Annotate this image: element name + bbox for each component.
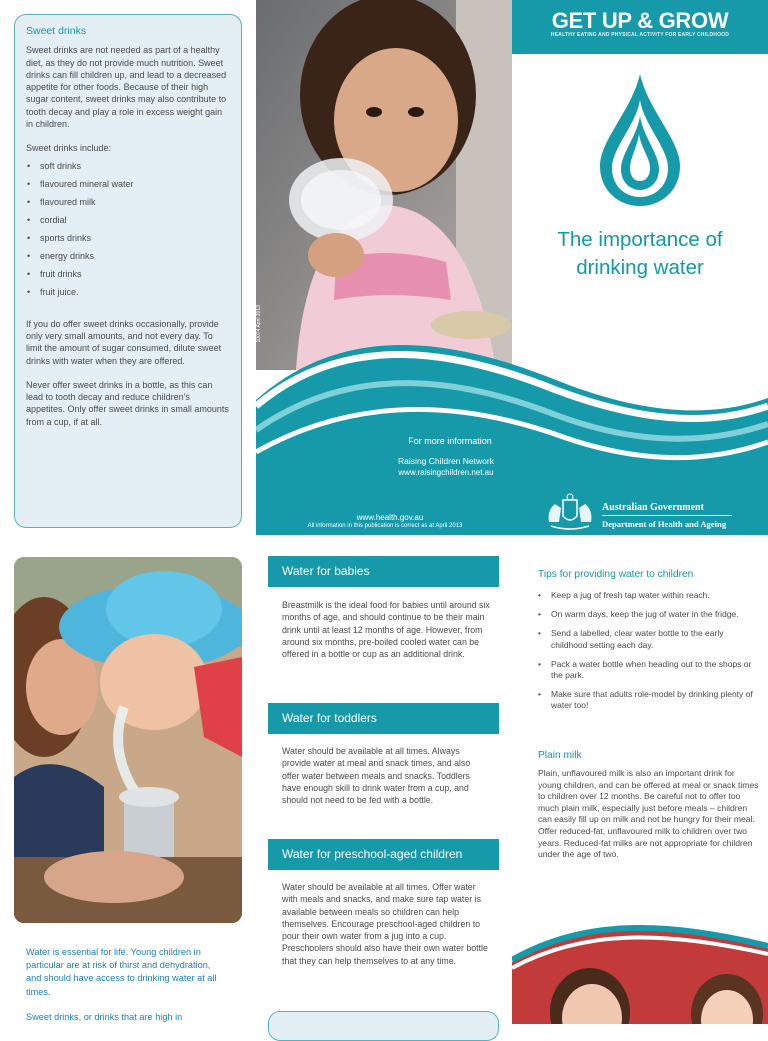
cover-title xyxy=(530,226,750,282)
toddlers-text: Water should be available at all times. Always provide water at meal and snack times, and also offer water between meals and snacks. Toddlers have enough skill to drink water from a cup, and should not need to be fed with a bottle. xyxy=(282,746,471,806)
child-drinking-fountain-photo xyxy=(14,557,242,923)
girl-drinking-photo xyxy=(256,0,512,370)
sweet-drinks-intro: Sweet drinks are not needed as part of a healthy diet, as they do not provide much nutrition. Sweet drinks can fill children up, and lead to a decreased appetite for other foods. Because of their high sugar content, sweet drinks may also contribute to tooth decay and play a role in excess weight gain in children. xyxy=(26,45,227,130)
babies-heading-bar: Water for babies xyxy=(268,556,499,587)
water-drop-icon xyxy=(590,70,690,210)
sweet-drinks-heading: Sweet drinks xyxy=(26,25,87,37)
preschool-text: Water should be available at all times. Offer water with meals and snacks, and make sure tap water is available between meals so children can help themselves. Encourage preschool-aged children to pour their own water from a jug into a cup. Preschoolers should also have their own water bottle that they can help themselves to at any time. xyxy=(282,882,488,966)
plain-milk-text: Plain, unflavoured milk is also an important drink for young children, and can be offered at meal or snack times to children over 12 months. Be careful not to offer too much plain milk, especially just before meals – children can easily fill up on milk and not be hungry for their meal. Offer reduced-fat, unflavoured milk to children over two years. Reduced-fat milks are not appropriate for children under the age of two. xyxy=(538,768,759,860)
gov-url[interactable]: www.health.gov.au xyxy=(356,513,424,522)
preschool-heading-bar: Water for preschool-aged children xyxy=(268,839,499,870)
org-url[interactable]: www.raisingchildren.net.au xyxy=(398,468,494,477)
coat-of-arms-icon xyxy=(543,492,597,532)
gov-divider xyxy=(602,515,732,516)
list-item: • Keep a jug of fresh tap water within reach. xyxy=(538,590,758,601)
list-item: • fruit juice. xyxy=(26,285,230,303)
brand-tagline: HEALTHY EATING AND PHYSICAL ACTIVITY FOR EARLY CHILDHOOD xyxy=(550,32,730,38)
list-item: • Send a labelled, clear water bottle to the early childhood setting each day. xyxy=(538,628,758,650)
list-item: • fruit drinks xyxy=(26,267,230,285)
list-item: • soft drinks xyxy=(26,159,230,177)
sweet-drinks-bottle: Never offer sweet drinks in a bottle, as this can lead to tooth decay and reduce children's appetites. Only offer sweet drinks in small amounts from a cup, if at all. xyxy=(26,379,229,427)
gov-line1: Australian Government xyxy=(602,502,704,513)
kids-photo xyxy=(512,922,768,1024)
list-item: • cordial xyxy=(26,213,230,231)
list-item: • energy drinks xyxy=(26,249,230,267)
list-item: • On warm days, keep the jug of water in the fridge. xyxy=(538,609,758,620)
brand-title: GET UP & GROW xyxy=(551,8,729,33)
list-item: • Make sure that adults role-model by drinking plenty of water too! xyxy=(538,689,758,711)
list-item: • Pack a water bottle when heading out to the shops or the park. xyxy=(538,659,758,681)
next-panel-edge xyxy=(268,1011,499,1041)
sweet-drinks-list xyxy=(26,159,230,303)
tips-heading: Tips for providing water to children xyxy=(538,569,694,580)
sweet-drinks-panel xyxy=(14,14,242,528)
essential-para1: Water is essential for life. Young children in particular are at risk of thirst and dehydration, and should have access to drinking water at all times. xyxy=(26,947,217,997)
list-item: • flavoured milk xyxy=(26,195,230,213)
cover-title-line1: The importance of xyxy=(557,228,723,251)
print-code: 10074 April 2013 xyxy=(256,305,262,343)
org-name: Raising Children Network xyxy=(398,456,494,466)
correct-note: All information in this publication is correct as at April 2013 xyxy=(307,523,463,529)
plain-milk-heading: Plain milk xyxy=(538,750,582,761)
list-item: • sports drinks xyxy=(26,231,230,249)
sweet-drinks-occasional: If you do offer sweet drinks occasionally, provide only very small amounts, and not every day. To limit the amount of sugar consumed, dilute sweet drinks with water when they are offered. xyxy=(26,318,222,366)
list-item: • flavoured mineral water xyxy=(26,177,230,195)
sweet-drinks-include-label: Sweet drinks include: xyxy=(26,143,112,154)
more-info-label: For more information xyxy=(408,436,492,446)
cover-title-line2: drinking water xyxy=(576,256,704,279)
toddlers-heading-bar: Water for toddlers xyxy=(268,703,499,734)
gov-line2: Department of Health and Ageing xyxy=(602,519,727,529)
essential-para2: Sweet drinks, or drinks that are high in xyxy=(26,1012,183,1022)
tips-list xyxy=(538,590,758,720)
babies-text: Breastmilk is the ideal food for babies until around six months of age, and should continue to be their main drink until at least 12 months of age. However, from around six months, pre-boiled cooled water can be offered in a bottle or cup as an additional drink. xyxy=(282,600,490,660)
